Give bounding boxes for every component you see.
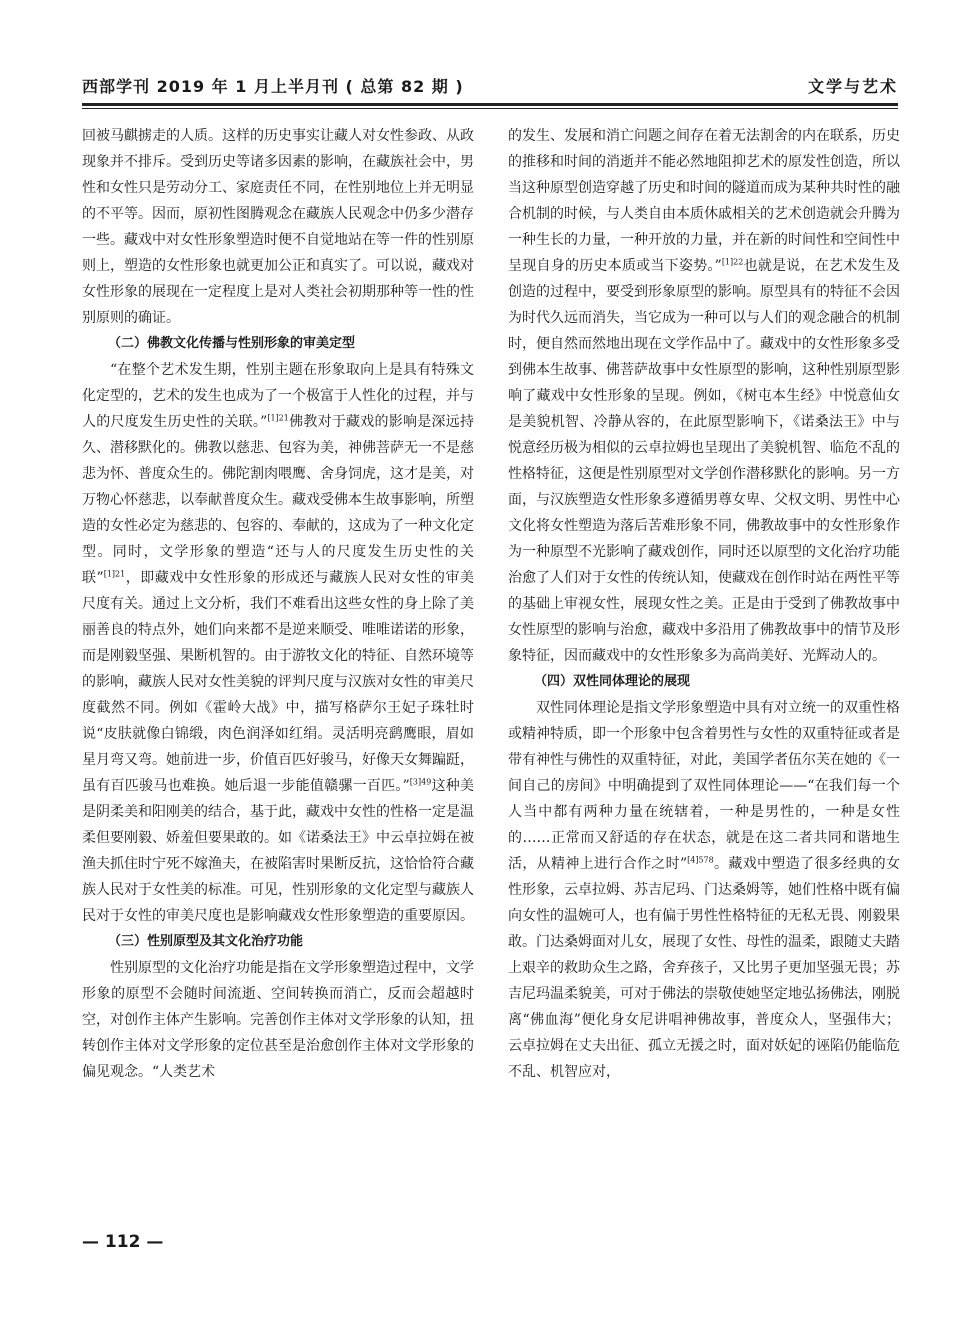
- header-rule-thick: [82, 103, 898, 106]
- header-rule-thin: [82, 108, 898, 109]
- citation: [1]21: [267, 413, 289, 423]
- section-title: 文学与艺术: [807, 77, 898, 96]
- citation: [3]49: [409, 777, 432, 787]
- citation: [4]578: [687, 855, 714, 865]
- journal-header: 西部学刊 2019 年 1 月上半月刊 ( 总第 82 期 ): [82, 77, 464, 96]
- paragraph: 性别原型的文化治疗功能是指在文学形象塑造过程中，文学形象的原型不会随时间流逝、空间转换而消亡，反而会超越时空，对创作主体产生影响。完善创作主体对文学形象的认知，扭转创作主体对文学形象的定位甚至是治愈创作主体对文学形象的偏见观念。“人类艺术: [82, 960, 474, 1080]
- left-column: [82, 123, 474, 1223]
- section-heading-3: （三）性别原型及其文化治疗功能: [108, 934, 304, 949]
- right-column: [508, 123, 900, 1223]
- paragraph: 的发生、发展和消亡问题之间存在着无法割舍的内在联系，历史的推移和时间的消逝并不能必然地阻抑艺术的原发性创造，所以当这种原型创造穿越了历史和时间的隧道而成为某种共时性的融合机制的时候，与人类自由本质休戚相关的艺术创造就会升腾为一种生长的力量，一种开放的力量，并在新的时间性和空间性中呈现自身的历史本质或当下姿势。”$^{[1]22}$也就是说，在艺术发生及创造的过程中，要受到形象原型的影响。原型具有的特征不会因为时代久远而消失，当它成为一种可以与人们的观念融合的机制时，便自然而然地出现在文学作品中了。藏戏中的女性形象多受到佛本生故事、佛菩萨故事中女性原型的影响，这种性别原型影响了藏戏中女性形象的呈现。例如，《树屯本生经》中悦意仙女是美貌机智、冷静从容的，在此原型影响下，《诺桑法王》中与悦意经历极为相似的云卓拉姆也呈现出了美貌机智、临危不乱的性格特征，这便是性别原型对文学创作潜移默化的影响。另一方面，与汉族塑造女性形象多遵循男尊女卑、父权文明、男性中心文化将女性塑造为落后苦难形象不同，佛教故事中的女性形象作为一种原型不光影响了藏戏创作，同时还以原型的文化治疗功能治愈了人们对于女性的传统认知，使藏戏在创作时站在两性平等的基础上审视女性，展现女性之美。正是由于受到了佛教故事中女性原型的影响与治愈，藏戏中多沿用了佛教故事中的情节及形象特征，因而藏戏中的女性形象多为高尚美好、光辉动人的。: [508, 128, 900, 664]
- page-number: — 112 —: [82, 1232, 164, 1252]
- citation: [1]21: [103, 569, 126, 579]
- section-heading-2: （二）佛教文化传播与性别形象的审美定型: [108, 336, 356, 351]
- citation: [1]22: [721, 257, 744, 267]
- section-heading-4: （四）双性同体理论的展现: [534, 674, 691, 689]
- paragraph: 双性同体理论是指文学形象塑造中具有对立统一的双重性格或精神特质，即一个形象中包含着男性与女性的双重特征或者是带有神性与佛性的双重特征，对此，美国学者伍尔芙在她的《一间自己的房间》中明确提到了双性同体理论——“在我们每一个人当中都有两种力量在统辖着，一种是男性的，一种是女性的……正常而又舒适的存在状态，就是在这二者共同和谐地生活，从精神上进行合作之时”$^{[4]578}$。藏戏中塑造了很多经典的女性形象，云卓拉姆、苏吉尼玛、门达桑姆等，她们性格中既有偏向女性的温婉可人，也有偏于男性性格特征的无私无畏、刚毅果敢。门达桑姆面对儿女，展现了女性、母性的温柔，跟随丈夫踏上艰辛的救助众生之路，舍弃孩子，又比男子更加坚强无畏；苏吉尼玛温柔貌美，可对于佛法的崇敬使她坚定地弘扬佛法，刚脱离“佛血海”便化身女尼讲唱神佛故事，普度众人，坚强伟大；云卓拉姆在丈夫出征、孤立无援之时，面对妖妃的诬陷仍能临危不乱、机智应对，: [508, 700, 900, 1080]
- paragraph: 回被马麒掳走的人质。这样的历史事实让藏人对女性参政、从政现象并不排斥。受到历史等诸多因素的影响，在藏族社会中，男性和女性只是劳动分工、家庭责任不同，在性别地位上并无明显的不平等。因而，原初性图腾观念在藏族人民观念中仍多少潜存一些。藏戏中对女性形象塑造时便不自觉地站在等一件的性别原则上，塑造的女性形象也就更加公正和真实了。可以说，藏戏对女性形象的展现在一定程度上是对人类社会初期那种等一性的性别原则的确证。: [82, 128, 474, 326]
- paragraph: “在整个艺术发生期，性别主题在形象取向上是具有特殊文化定型的，艺术的发生也成为了一个极富于人性化的过程，并与人的尺度发生历史性的关联。”$^{[1]21}$佛教对于藏戏的影响是深远持久、潜移默化的。佛教以慈悲、包容为美，神佛菩萨无一不是慈悲为怀、普度众生的。佛陀割肉喂鹰、舍身饲虎，这才是美，对万物心怀慈悲，以奉献普度众生。藏戏受佛本生故事影响，所塑造的女性必定为慈悲的、包容的、奉献的，这成为了一种文化定型。同时，文学形象的塑造“还与人的尺度发生历史性的关联”$^{[1]21}$，即藏戏中女性形象的形成还与藏族人民对女性的审美尺度有关。通过上文分析，我们不难看出这些女性的身上除了美丽善良的特点外，她们向来都不是逆来顺受、唯唯诺诺的形象，而是刚毅坚强、果断机智的。由于游牧文化的特征、自然环境等的影响，藏族人民对女性美貌的评判尺度与汉族对女性的审美尺度截然不同。例如《霍岭大战》中，描写格萨尔王妃子珠牡时说“皮肤就像白锦缎，肉色润泽如红绢。灵活明亮鹞鹰眼，眉如星月弯又弯。她前进一步，价值百匹好骏马，好像天女舞蹁跹，虽有百匹骏马也难换。她后退一步能值赣骡一百匹。”$^{[3]49}$这种美是阴柔美和阳刚美的结合，基于此，藏戏中女性的性格一定是温柔但要刚毅、娇羞但要果敢的。如《诺桑法王》中云卓拉姆在被渔夫抓住时宁死不嫁渔夫，在被陷害时果断反抗，这恰恰符合藏族人民对于女性美的标准。可见，性别形象的文化定型与藏族人民对于女性的审美尺度也是影响藏戏女性形象塑造的重要原因。: [82, 362, 474, 924]
